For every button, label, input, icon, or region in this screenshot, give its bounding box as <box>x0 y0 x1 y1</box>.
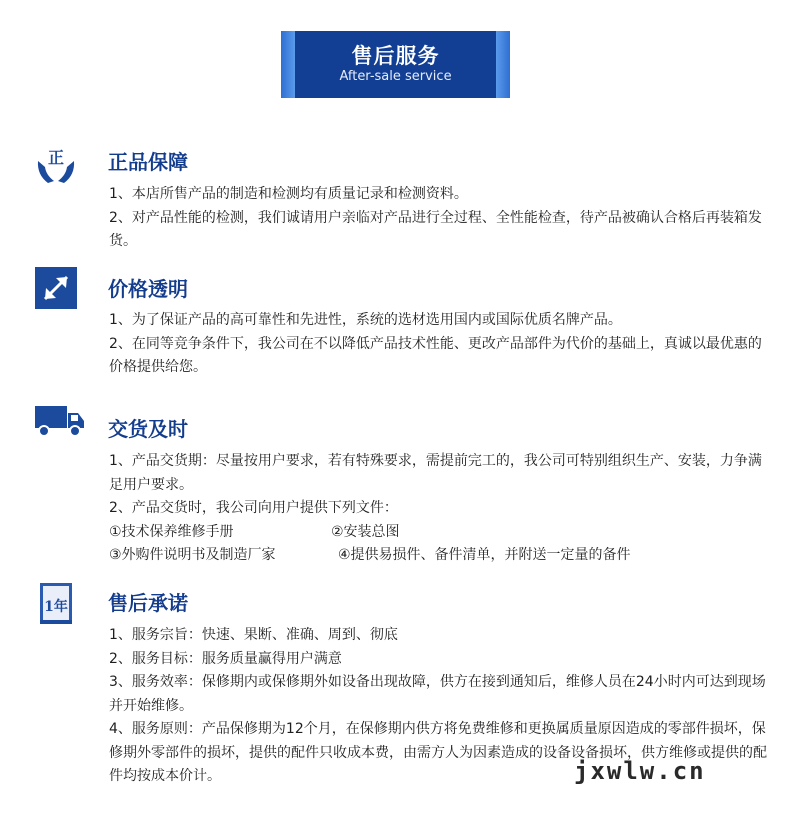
genuine-hands-icon <box>34 145 78 189</box>
section-line: 2、服务目标：服务质量赢得用户满意 <box>109 650 342 667</box>
section-title: 交货及时 <box>108 417 188 441</box>
doc-item: ①技术保养维修手册 <box>109 523 234 540</box>
section-line: 1、服务宗旨：快速、果断、准确、周到、彻底 <box>109 627 398 643</box>
section-body <box>109 309 769 380</box>
banner-title: 售后服务 <box>351 44 440 68</box>
section-line: 2、对产品性能的检测，我们诚请用户亲临对产品进行全过程、全性能检查，待产品被确认合格后再装箱发货。 <box>109 209 762 249</box>
doc-row <box>109 521 769 545</box>
section-line: 2、在同等竞争条件下，我公司在不以降低产品技术性能、更改产品部件为代价的基础上，真诚以最优惠的价格提供给您。 <box>109 335 762 375</box>
doc-row <box>109 544 769 568</box>
section-line: 4、服务原则：产品保修期为12个月，在保修期内供方将免费维修和更换属质量原因造成的零部件损坏，保修期外零部件的损坏，提供的配件只收成本费，由需方人为因素造成的设备设备损坏，供方维修或提供的配件均按成本价计。 <box>109 721 767 784</box>
expand-arrow-icon <box>34 266 78 310</box>
delivery-truck-icon <box>34 404 86 448</box>
section-body <box>109 450 769 568</box>
doc-item: ②安装总图 <box>331 523 400 540</box>
section-line: 1、为了保证产品的高可靠性和先进性，系统的选材选用国内或国际优质名牌产品。 <box>109 312 622 328</box>
section-title: 售后承诺 <box>108 591 188 615</box>
section-line: 3、服务效率：保修期内或保修期外如设备出现故障，供方在接到通知后，维修人员在24小时内可达到现场并开始维修。 <box>109 674 766 714</box>
banner-subtitle: After-sale service <box>339 69 452 84</box>
svg-text:正: 正 <box>47 148 65 167</box>
header-banner <box>281 31 510 98</box>
section-body <box>109 183 769 254</box>
doc-item: ④提供易损件、备件清单，并附送一定量的备件 <box>338 547 631 563</box>
one-year-calendar-icon <box>34 582 78 626</box>
doc-item: ③外购件说明书及制造厂家 <box>109 547 276 563</box>
section-line: 1、本店所售产品的制造和检测均有质量记录和检测资料。 <box>109 186 468 202</box>
calendar-icon-text: 1年 <box>44 599 68 615</box>
section-line: 2、产品交货时，我公司向用户提供下列文件： <box>109 500 398 516</box>
section-title: 价格透明 <box>108 277 188 301</box>
section-line: 1、产品交货期：尽量按用户要求，若有特殊要求，需提前完工的，我公司可特别组织生产、安装，力争满足用户要求。 <box>109 453 762 493</box>
site-watermark: jxwlw.cn <box>574 757 706 785</box>
section-title: 正品保障 <box>108 150 188 174</box>
